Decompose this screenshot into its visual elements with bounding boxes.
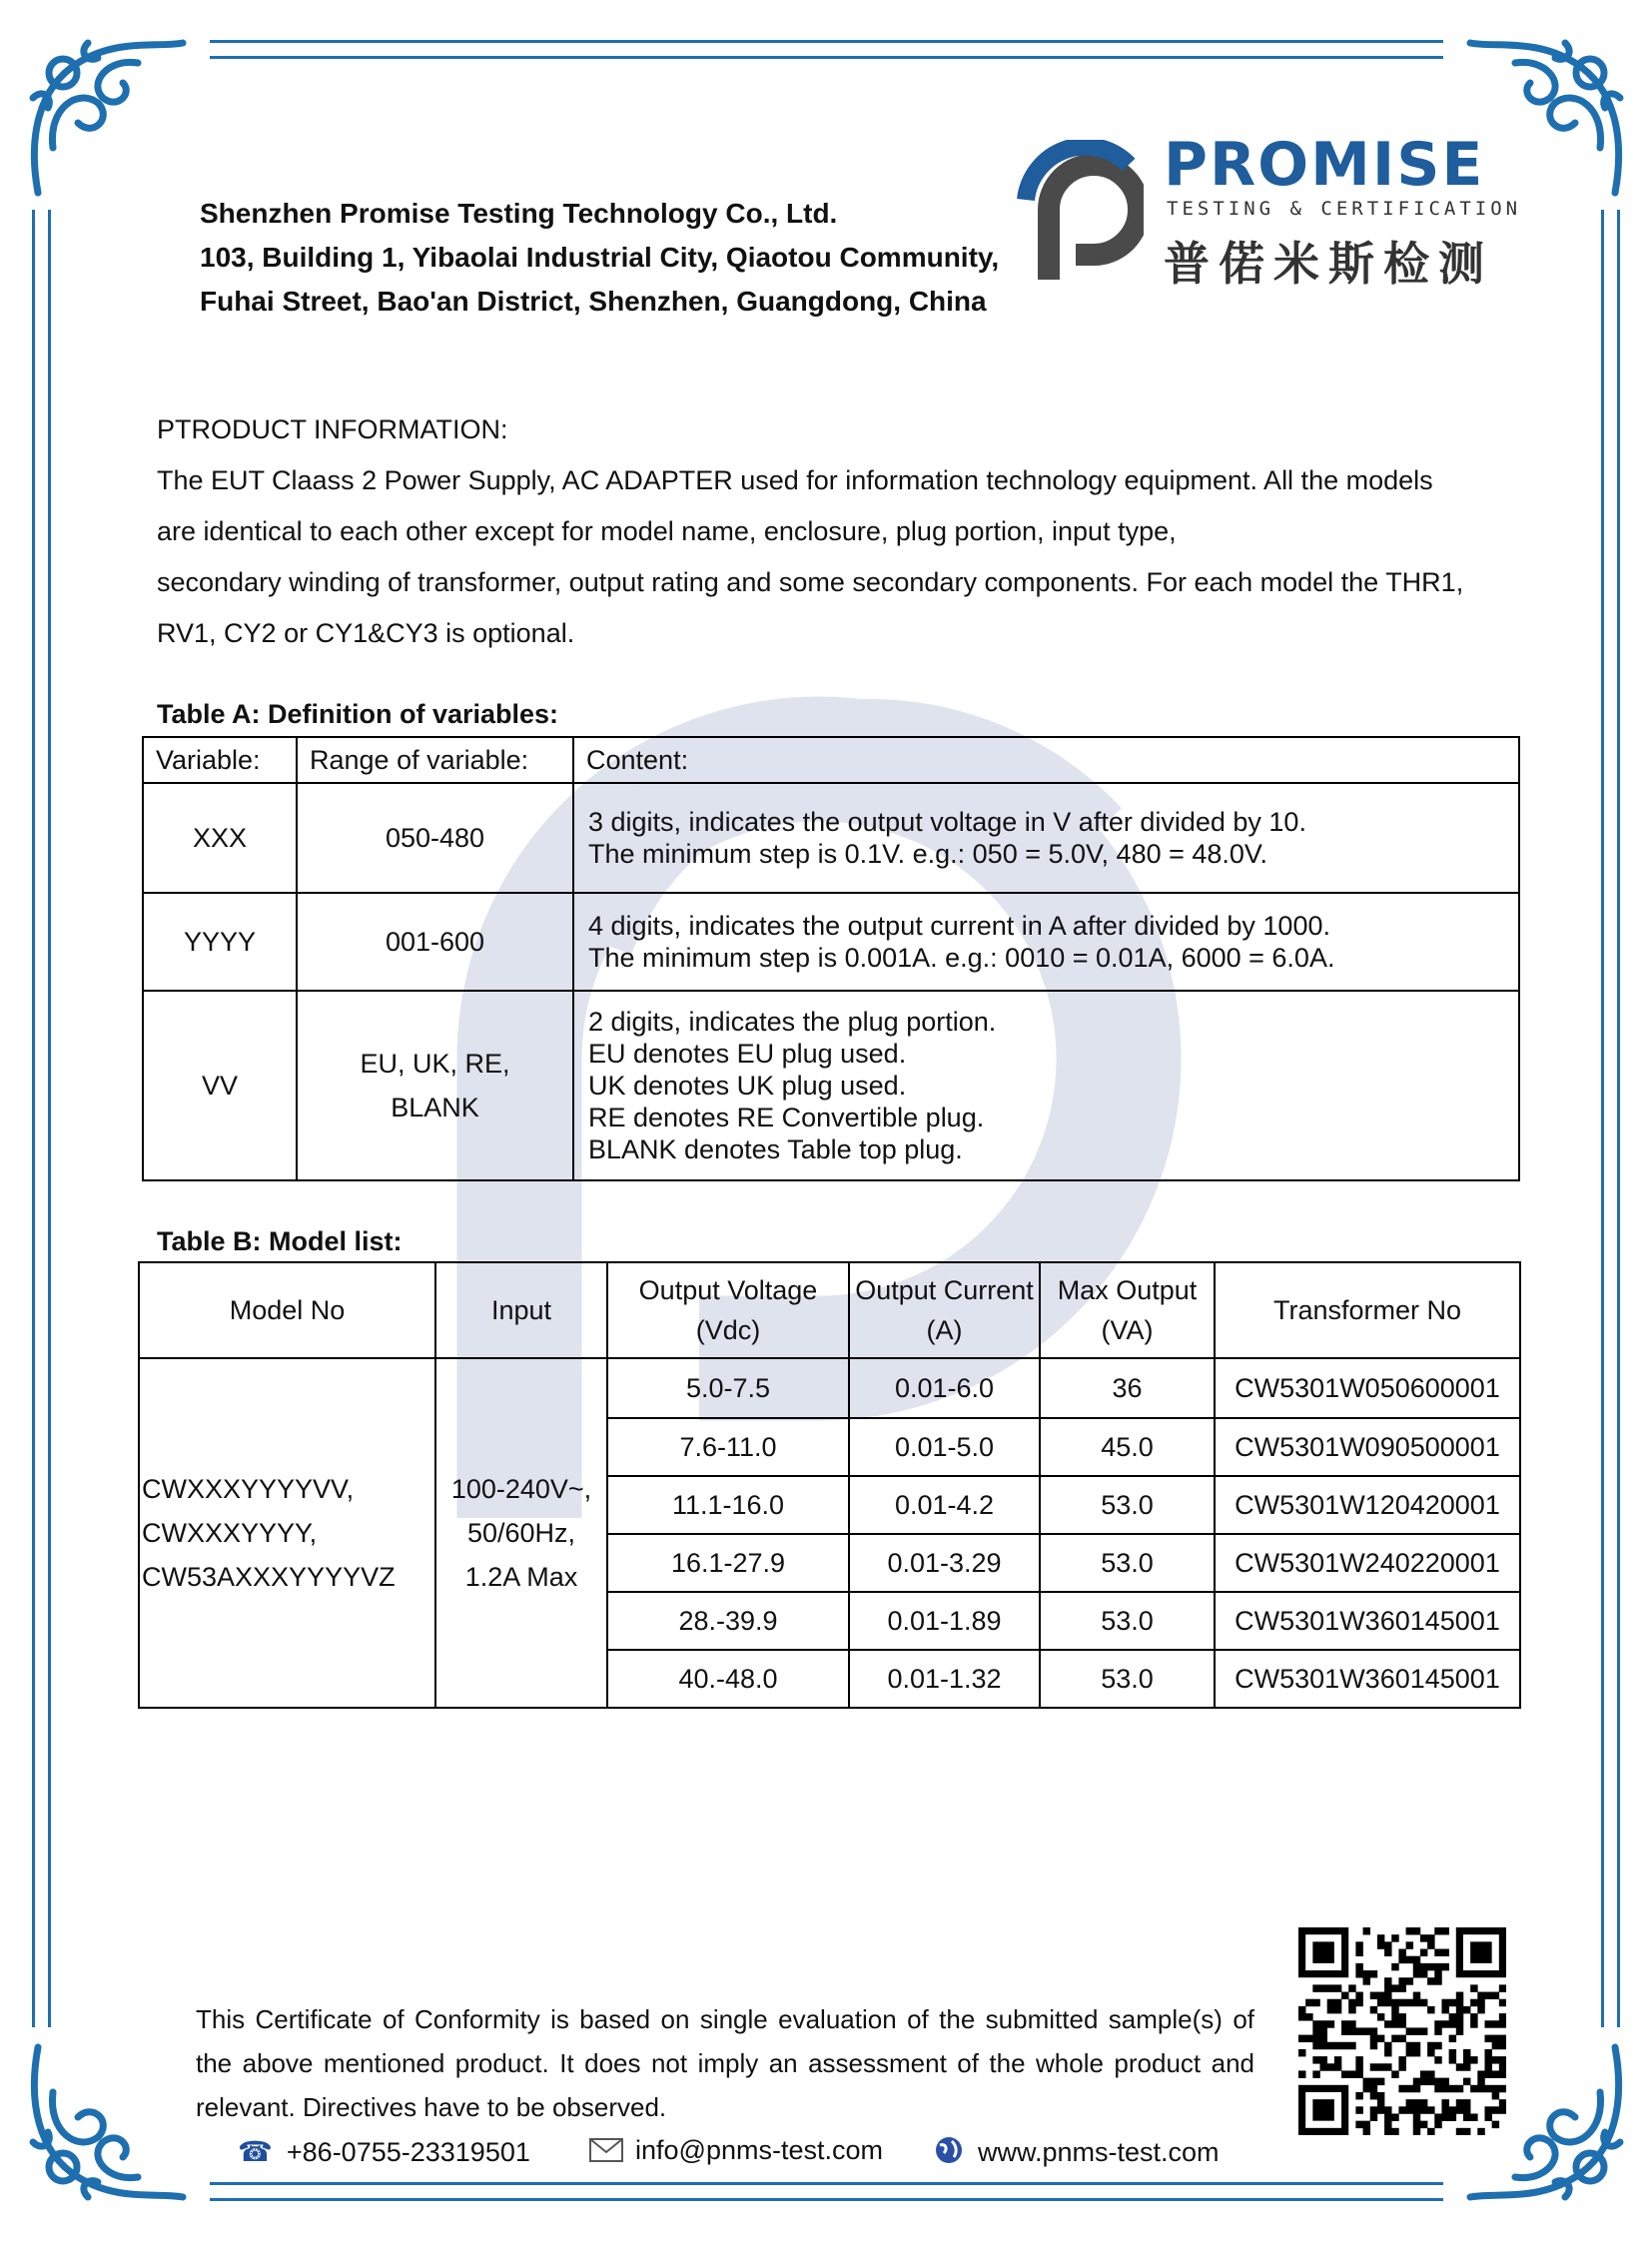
- contact-email: [589, 2135, 883, 2169]
- content-line: EU denotes EU plug used.: [588, 1039, 907, 1069]
- table-row: [143, 783, 1519, 893]
- current-cell: 0.01-6.0: [849, 1358, 1040, 1418]
- max-output-cell: 45.0: [1040, 1418, 1215, 1476]
- header-input: Input: [435, 1262, 607, 1358]
- voltage-cell: 16.1-27.9: [607, 1534, 849, 1592]
- max-output-cell: 53.0: [1040, 1592, 1215, 1650]
- header-transformer-no: Transformer No: [1215, 1262, 1520, 1358]
- logo-subtitle: TESTING & CERTIFICATION: [1167, 198, 1522, 220]
- table-row: [139, 1358, 1520, 1418]
- voltage-cell: 40.-48.0: [607, 1650, 849, 1708]
- envelope-icon: [589, 2138, 623, 2169]
- voltage-cell: 5.0-7.5: [607, 1358, 849, 1418]
- table-b-model-list: [138, 1261, 1521, 1709]
- contact-website: [934, 2135, 1220, 2172]
- logo-wordmark: PROMISE: [1164, 130, 1485, 200]
- phone-number: +86-0755-23319501: [286, 2137, 530, 2167]
- phone-icon: ☎: [238, 2136, 273, 2167]
- product-information: [157, 404, 1510, 659]
- product-info-heading: PTRODUCT INFORMATION:: [157, 414, 508, 444]
- company-address-line2: Fuhai Street, Bao'an District, Shenzhen, Guangdong, China: [200, 286, 987, 317]
- variable-cell: YYYY: [143, 893, 297, 991]
- voltage-cell: 28.-39.9: [607, 1592, 849, 1650]
- product-info-line: The EUT Claass 2 Power Supply, AC ADAPTER used for information technology equipment. All the models: [157, 465, 1433, 495]
- input-line: 50/60Hz,: [466, 1518, 576, 1548]
- company-name: Shenzhen Promise Testing Technology Co., Ltd.: [200, 198, 838, 229]
- product-info-line: RV1, CY2 or CY1&CY3 is optional.: [157, 618, 575, 648]
- current-cell: 0.01-4.2: [849, 1476, 1040, 1534]
- range-cell: 050-480: [297, 783, 573, 893]
- variable-cell: VV: [143, 991, 297, 1180]
- range-line: EU, UK, RE,: [360, 1049, 510, 1079]
- range-line: BLANK: [391, 1093, 479, 1122]
- input-line: 100-240V~,: [450, 1474, 592, 1504]
- content-cell: [573, 783, 1519, 893]
- header-cell: Variable:: [143, 737, 297, 783]
- qr-code: [1298, 1927, 1506, 2135]
- content-line: 4 digits, indicates the output current in A after divided by 1000.: [588, 911, 1330, 941]
- transformer-cell: CW5301W120420001: [1215, 1476, 1520, 1534]
- product-info-line: are identical to each other except for model name, enclosure, plug portion, input type,: [157, 516, 1177, 546]
- promise-logo-icon: [1014, 140, 1144, 285]
- header-max-output: [1040, 1262, 1215, 1358]
- range-cell: 001-600: [297, 893, 573, 991]
- company-address-line1: 103, Building 1, Yibaolai Industrial City, Qiaotou Community,: [200, 242, 1000, 273]
- company-block: [200, 192, 999, 324]
- model-no-cell: [139, 1358, 435, 1708]
- max-output-cell: 36: [1040, 1358, 1215, 1418]
- content-cell: [573, 893, 1519, 991]
- current-cell: 0.01-5.0: [849, 1418, 1040, 1476]
- transformer-cell: CW5301W360145001: [1215, 1650, 1520, 1708]
- model-line: CWXXXYYYY,: [142, 1518, 318, 1548]
- content-line: UK denotes UK plug used.: [588, 1071, 907, 1101]
- header-cell: Content:: [573, 737, 1519, 783]
- current-cell: 0.01-1.32: [849, 1650, 1040, 1708]
- email-link[interactable]: info@pnms-test.com: [635, 2135, 883, 2165]
- logo-chinese-name: 普偌米斯检测: [1164, 237, 1493, 291]
- content-line: The minimum step is 0.1V. e.g.: 050 = 5.0V, 480 = 48.0V.: [588, 839, 1267, 869]
- max-output-cell: 53.0: [1040, 1476, 1215, 1534]
- transformer-cell: CW5301W360145001: [1215, 1592, 1520, 1650]
- header-line: Max Output: [1057, 1275, 1198, 1305]
- max-output-cell: 53.0: [1040, 1650, 1215, 1708]
- header-output-voltage: [607, 1262, 849, 1358]
- header-line: (A): [926, 1315, 963, 1345]
- header-line: Output Current: [855, 1275, 1034, 1305]
- current-cell: 0.01-3.29: [849, 1534, 1040, 1592]
- model-line: CWXXXYYYYVV,: [142, 1474, 355, 1504]
- table-header-row: [143, 737, 1519, 783]
- max-output-cell: 53.0: [1040, 1534, 1215, 1592]
- corner-ornament-bottom-left: [18, 2037, 193, 2212]
- input-cell: [435, 1358, 607, 1708]
- content-cell: [573, 991, 1519, 1180]
- range-cell: [297, 991, 573, 1180]
- table-a-definition-of-variables: [142, 736, 1520, 1181]
- transformer-cell: CW5301W240220001: [1215, 1534, 1520, 1592]
- content-line: BLANK denotes Table top plug.: [588, 1134, 963, 1164]
- voltage-cell: 11.1-16.0: [607, 1476, 849, 1534]
- corner-ornament-top-right: [1460, 28, 1635, 203]
- certificate-disclaimer: This Certificate of Conformity is based on single evaluation of the submitted sample(s) of the above mentioned product. It does not imply an assessment of the whole product and relevant. Directives have to be observed.: [196, 2004, 1254, 2122]
- table-row: [143, 991, 1519, 1180]
- header-line: (VA): [1101, 1315, 1154, 1345]
- header-output-current: [849, 1262, 1040, 1358]
- content-line: 3 digits, indicates the output voltage in V after divided by 10.: [588, 807, 1306, 837]
- voltage-cell: 7.6-11.0: [607, 1418, 849, 1476]
- globe-icon: [934, 2135, 964, 2172]
- header-line: Output Voltage: [638, 1275, 818, 1305]
- product-info-line: secondary winding of transformer, output rating and some secondary components. For each model the THR1,: [157, 567, 1464, 597]
- table-a-title: Table A: Definition of variables:: [157, 699, 559, 729]
- table-b-title: Table B: Model list:: [157, 1226, 403, 1256]
- content-line: RE denotes RE Convertible plug.: [588, 1103, 985, 1132]
- website-link[interactable]: www.pnms-test.com: [978, 2137, 1220, 2167]
- header-cell: Range of variable:: [297, 737, 573, 783]
- input-line: 1.2A Max: [464, 1562, 578, 1592]
- content-line: 2 digits, indicates the plug portion.: [588, 1007, 997, 1037]
- content-line: The minimum step is 0.001A. e.g.: 0010 = 0.01A, 6000 = 6.0A.: [588, 943, 1335, 973]
- variable-cell: XXX: [143, 783, 297, 893]
- contact-phone: [238, 2135, 530, 2168]
- model-line: CW53AXXXYYYYVZ: [142, 1562, 396, 1592]
- header-line: (Vdc): [695, 1315, 761, 1345]
- transformer-cell: CW5301W090500001: [1215, 1418, 1520, 1476]
- transformer-cell: CW5301W050600001: [1215, 1358, 1520, 1418]
- table-header-row: [139, 1262, 1520, 1358]
- table-row: [143, 893, 1519, 991]
- current-cell: 0.01-1.89: [849, 1592, 1040, 1650]
- corner-ornament-top-left: [18, 28, 193, 203]
- header-model-no: Model No: [139, 1262, 435, 1358]
